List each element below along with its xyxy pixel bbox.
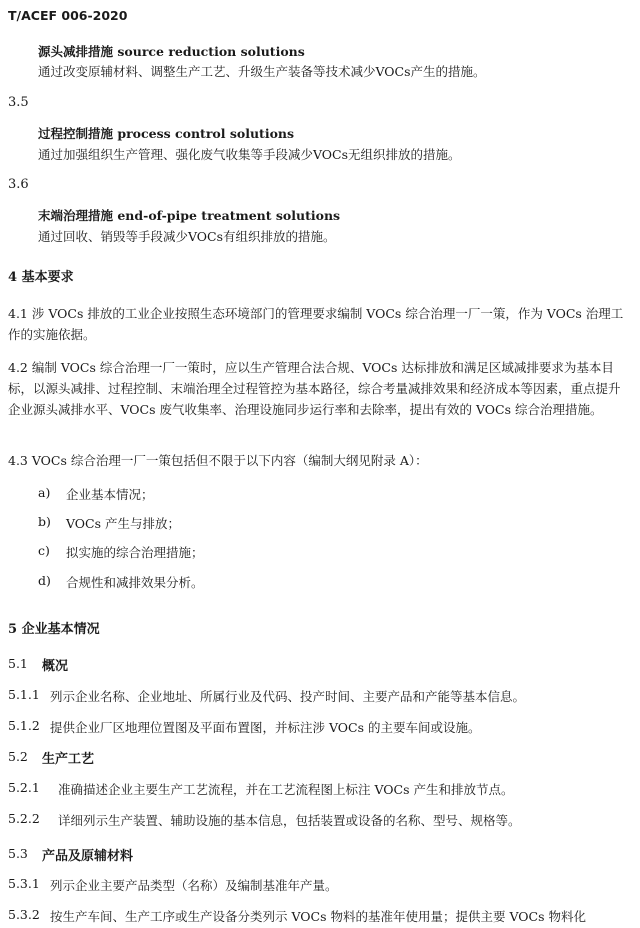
subsection-5-3-title: 产品及原辅材料 (42, 849, 134, 864)
definition-process-control: 通过加强组织生产管理、强化废气收集等手段减少VOCs无组织排放的措施。 (38, 147, 461, 162)
definition-source-reduction: 通过改变原辅材料、调整生产工艺、升级生产装备等技术减少VOCs产生的措施。 (38, 64, 486, 79)
list-item-a: 企业基本情况； (66, 487, 154, 502)
term-source-reduction: 源头减排措施 source reduction solutions (38, 44, 305, 59)
subsection-5-1-title: 概况 (42, 659, 69, 674)
section-4-heading: 4 基本要求 (8, 270, 74, 285)
clause-number-3-5: 3.5 (8, 95, 29, 110)
subsection-5-2-title: 生产工艺 (42, 752, 95, 767)
clause-5-1-2: 提供企业厂区地理位置图及平面布置图，并标注涉 VOCs 的主要车间或设施。 (50, 720, 481, 735)
list-item-mark-a: a) (38, 485, 51, 500)
term-process-control: 过程控制措施 process control solutions (38, 126, 295, 141)
section-5-heading: 5 企业基本情况 (8, 622, 100, 637)
clause-number-5-3-1: 5.3.1 (8, 876, 40, 891)
clause-number-5-3-2: 5.3.2 (8, 907, 40, 922)
clause-4-2: 4.2 编制 VOCs 综合治理一厂一策时，应以生产管理合法合规、VOCs 达标排放和满足区域减排要求为基本目标，以源头减排、过程控制、末端治理全过程管控为基本路径，综合考量减排效果和经济成本等因素，重点提升企业源头减排水平、VOCs 废气收集率、治理设施同步运行率和去除率，提出有效的 VOCs 综合治理措施。 (8, 360, 621, 417)
clause-5-3-2: 按生产车间、生产工序或生产设备分类列示 VOCs 物料的基准年使用量；提供主要 VOCs 物料化 (50, 909, 586, 924)
clause-number-5-2-2: 5.2.2 (8, 811, 40, 826)
clause-5-2-2: 详细列示生产装置、辅助设施的基本信息，包括装置或设备的名称、型号、规格等。 (58, 813, 521, 828)
clause-5-1-1: 列示企业名称、企业地址、所属行业及代码、投产时间、主要产品和产能等基本信息。 (50, 689, 526, 704)
clause-4-1: 4.1 涉 VOCs 排放的工业企业按照生态环境部门的管理要求编制 VOCs 综合治理一厂一策，作为 VOCs 治理工作的实施依据。 (8, 306, 624, 342)
clause-number-5-1: 5.1 (8, 656, 28, 671)
list-item-mark-d: d) (38, 573, 51, 588)
clause-number-5-1-1: 5.1.1 (8, 687, 40, 702)
list-item-mark-c: c) (38, 543, 50, 558)
standard-code: T/ACEF 006-2020 (8, 8, 128, 23)
clause-number-5-2-1: 5.2.1 (8, 780, 40, 795)
clause-number-5-2: 5.2 (8, 749, 28, 764)
clause-number-5-1-2: 5.1.2 (8, 718, 40, 733)
clause-5-2-1: 准确描述企业主要生产工艺流程，并在工艺流程图上标注 VOCs 产生和排放节点。 (58, 782, 514, 797)
list-item-c: 拟实施的综合治理措施； (66, 545, 204, 560)
list-item-d: 合规性和减排效果分析。 (66, 575, 204, 590)
clause-4-3: 4.3 VOCs 综合治理一厂一策包括但不限于以下内容（编制大纲见附录 A）： (8, 453, 428, 468)
list-item-mark-b: b) (38, 514, 51, 529)
clause-number-3-6: 3.6 (8, 177, 29, 192)
clause-number-5-3: 5.3 (8, 846, 28, 861)
definition-end-of-pipe: 通过回收、销毁等手段减少VOCs有组织排放的措施。 (38, 229, 336, 244)
clause-5-3-1: 列示企业主要产品类型（名称）及编制基准年产量。 (50, 878, 338, 893)
term-end-of-pipe: 末端治理措施 end-of-pipe treatment solutions (38, 208, 341, 223)
list-item-b: VOCs 产生与排放； (66, 516, 181, 531)
